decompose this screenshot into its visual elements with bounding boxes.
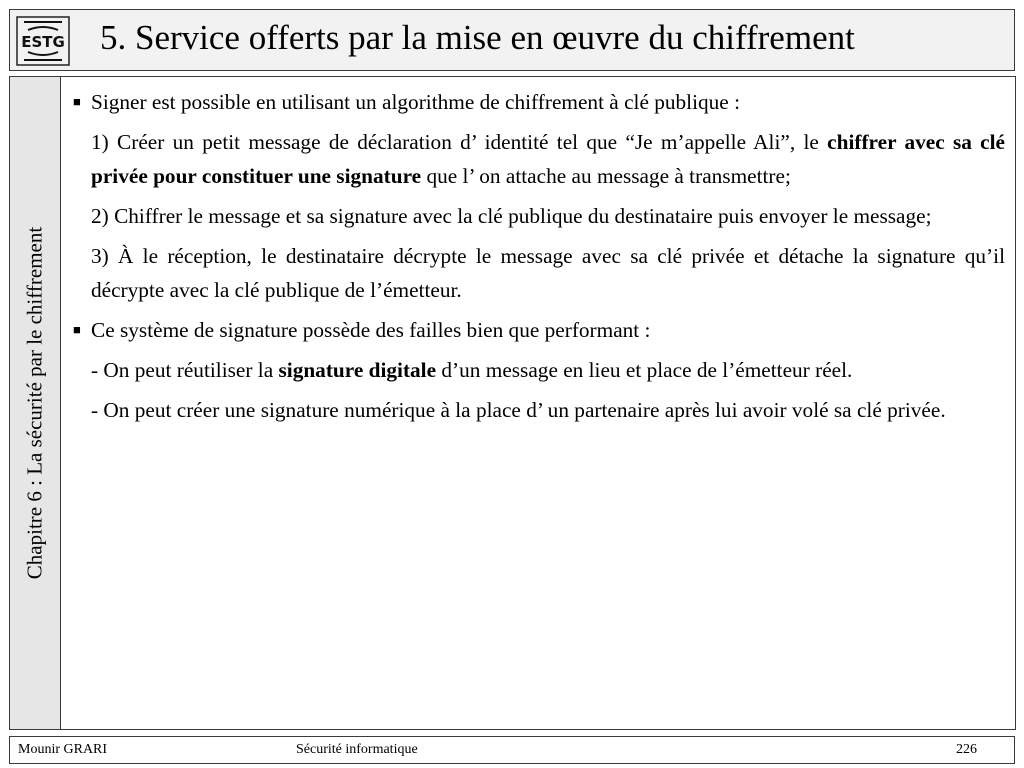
step-1-text-c: que l’ on attache au message à transmettre;	[421, 164, 791, 188]
footer	[9, 736, 1015, 764]
footer-course: Sécurité informatique	[296, 742, 418, 757]
flaw-1-text-a: - On peut réutiliser la	[91, 358, 279, 382]
footer-author: Mounir GRARI	[18, 742, 108, 757]
step-1	[91, 125, 1005, 193]
flaw-1	[91, 353, 1005, 387]
step-3: 3) À le réception, le destinataire décrypte le message avec sa clé privée et détache la signature qu’il décrypte avec la clé publique de l’émetteur.	[91, 244, 1005, 302]
bullet-signing	[73, 85, 1005, 119]
estg-logo-letters: ESTG	[21, 33, 65, 51]
flaw-1-text-c: d’un message en lieu et place de l’émetteur réel.	[436, 358, 853, 382]
step-1-text-a: 1) Créer un petit message de déclaration d’ identité tel que “Je m’appelle Ali”, le	[91, 130, 828, 154]
content-area	[60, 76, 1016, 730]
step-2: 2) Chiffrer le message et sa signature avec la clé publique du destinataire puis envoyer le message;	[91, 204, 932, 228]
bullet-text: Ce système de signature possède des failles bien que performant :	[91, 318, 651, 342]
bullet-text: Signer est possible en utilisant un algorithme de chiffrement à clé publique :	[91, 90, 741, 114]
chapter-label: Chapitre 6 : La sécurité par le chiffrement	[22, 226, 47, 580]
bullet-flaws	[73, 313, 1005, 347]
chapter-side-band	[9, 76, 61, 730]
square-bullet-icon: ■	[73, 94, 81, 109]
flaw-1-text-bold: signature digitale	[278, 358, 437, 382]
title-bar	[9, 9, 1015, 71]
slide-content	[73, 85, 1005, 433]
page-title: 5. Service offerts par la mise en œuvre du chiffrement	[100, 18, 855, 57]
step-1-text-bold: chiffrer avec sa clé privée pour constituer une signature	[91, 130, 1006, 188]
footer-page-number: 226	[956, 742, 977, 757]
estg-logo-icon	[16, 16, 70, 66]
flaw-2: - On peut créer une signature numérique à la place d’ un partenaire après lui avoir volé sa clé privée.	[91, 398, 946, 422]
square-bullet-icon: ■	[73, 322, 81, 337]
